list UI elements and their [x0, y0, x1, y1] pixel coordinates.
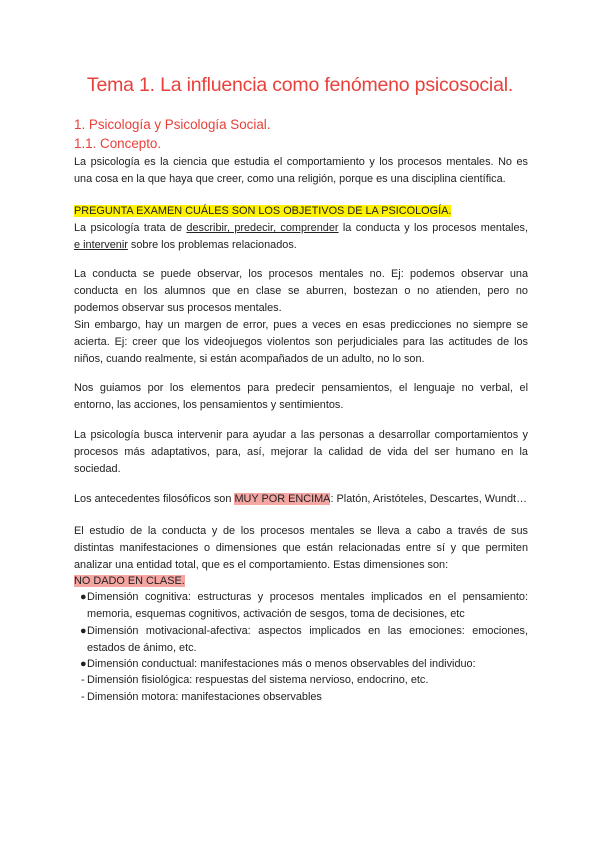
- paragraph-7-line-2: distintas manifestaciones o dimensiones que están relacionadas entre sí y que permiten: [74, 542, 528, 554]
- p2-middle: la conducta y los procesos mentales,: [338, 222, 529, 234]
- p6-suffix: : Platón, Aristóteles, Descartes, Wundt…: [330, 493, 527, 505]
- exam-question-highlight: PREGUNTA EXAMEN CUÁLES SON LOS OBJETIVOS DE LA PSICOLOGÍA.: [74, 205, 452, 217]
- p2-prefix: La psicología trata de: [74, 222, 187, 234]
- bullet-item-cognitive-line-1: Dimensión cognitiva: estructuras y procesos mentales implicados en el pensamiento:: [87, 591, 528, 603]
- paragraph-4-line-2: entorno, las acciones, los pensamientos y sentimientos.: [74, 399, 344, 411]
- very-above-highlight: MUY POR ENCIMA: [234, 493, 331, 505]
- bullet-item-behavioral: Dimensión conductual: manifestaciones más o menos observables del individuo:: [87, 658, 476, 670]
- paragraph-3-line-5: acierta. Ej: creer que los videojuegos violentos son perjudiciales para las actitudes de los: [74, 336, 528, 348]
- psychology-intervene: intervenir: [80, 239, 128, 251]
- subitem-physiological: Dimensión fisiológica: respuestas del sistema nervioso, endocrino, etc.: [87, 674, 429, 686]
- bullet-item-affective-line-1: Dimensión motivacional-afectiva: aspectos implicados en las emociones: emociones,: [87, 625, 528, 637]
- dash-marker: -: [81, 674, 85, 686]
- bullet-marker: ●: [80, 658, 87, 670]
- page-title: Tema 1. La influencia como fenómeno psicosocial.: [86, 74, 514, 96]
- psychology-goals: describir, predecir, comprender: [186, 222, 339, 234]
- paragraph-5-line-3: sociedad.: [74, 463, 121, 475]
- paragraph-1-line-1: La psicología es la ciencia que estudia el comportamiento y los procesos mentales. No es: [74, 156, 528, 168]
- paragraph-5-line-1: La psicología busca intervenir para ayudar a las personas a desarrollar comportamientos y: [74, 429, 528, 441]
- paragraph-5-line-2: procesos más adaptativos, para, así, mejorar la calidad de vida del ser humano en la: [74, 446, 528, 458]
- paragraph-7-line-3: analizar una entidad total, que es el comportamiento. Estas dimensiones son:: [74, 559, 449, 571]
- not-given-note: [74, 573, 528, 590]
- not-given-highlight: NO DADO EN CLASE.: [74, 575, 185, 587]
- subsection-heading: 1.1. Concepto.: [74, 136, 162, 151]
- paragraph-2-line-1: [74, 220, 528, 237]
- p2-suffix: sobre los problemas relacionados.: [127, 239, 297, 251]
- paragraph-3-line-4: Sin embargo, hay un margen de error, pues a veces en esas predicciones no siempre se: [74, 319, 528, 331]
- paragraph-3-line-1: La conducta se puede observar, los procesos mentales no. Ej: podemos observar una: [74, 268, 528, 280]
- dash-marker: -: [81, 691, 85, 703]
- bullet-item-cognitive-line-2: memoria, esquemas cognitivos, activación de sesgos, toma de decisiones, etc: [87, 608, 465, 620]
- paragraph-7-line-1: El estudio de la conducta y de los procesos mentales se lleva a cabo a través de sus: [74, 525, 528, 537]
- paragraph-3-line-6: niños, cuando realmente, si están acompañados de un adulto, no lo son.: [74, 353, 425, 365]
- p6-prefix: Los antecedentes filosóficos son: [74, 493, 235, 505]
- bullet-item-affective-line-2: estados de ánimo, etc.: [87, 642, 197, 654]
- bullet-marker: ●: [80, 591, 87, 603]
- exam-question: [74, 203, 528, 220]
- paragraph-3-line-2: conducta en los alumnos que en clase se aburren, bostezan o no atienden, pero no: [74, 285, 528, 297]
- paragraph-2-line-2: [74, 237, 528, 254]
- subitem-motor: Dimensión motora: manifestaciones observables: [87, 691, 322, 703]
- paragraph-1-line-2: una cosa en la que haya que creer, como una religión, porque es una disciplina científica.: [74, 173, 506, 185]
- section-heading: 1. Psicología y Psicología Social.: [74, 117, 271, 132]
- paragraph-3-line-3: podemos observar sus procesos mentales.: [74, 302, 282, 314]
- paragraph-6: [74, 491, 528, 508]
- p2-line2-prefix: e: [74, 239, 81, 251]
- paragraph-4-line-1: Nos guiamos por los elementos para predecir pensamientos, el lenguaje no verbal, el: [74, 382, 528, 394]
- bullet-marker: ●: [80, 625, 87, 637]
